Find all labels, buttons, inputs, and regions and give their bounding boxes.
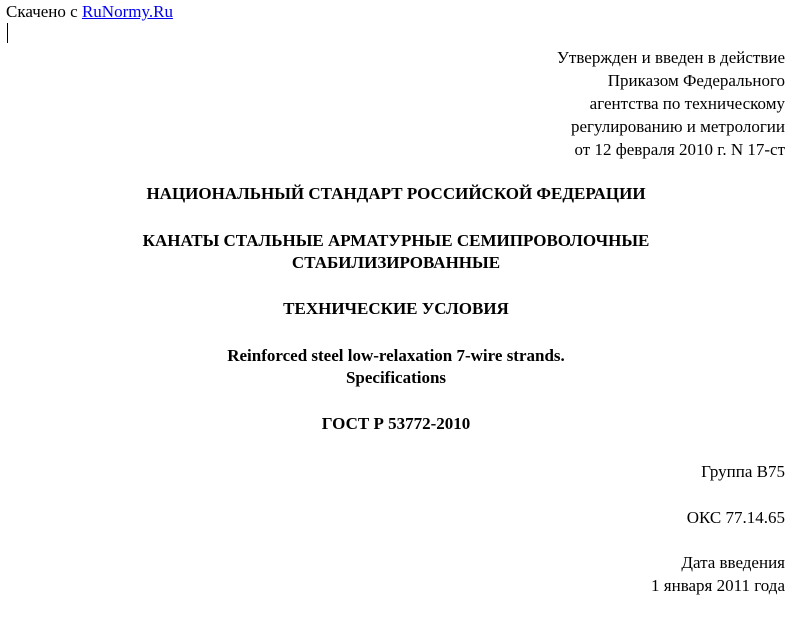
approval-line: Утвержден и введен в действие [556,48,785,67]
title-ru-line-1: КАНАТЫ СТАЛЬНЫЕ АРМАТУРНЫЕ СЕМИПРОВОЛОЧНЫЕ [142,231,650,250]
oks-code: ОКС 77.14.65 [686,508,785,527]
technical-conditions-heading: ТЕХНИЧЕСКИЕ УСЛОВИЯ [283,299,509,318]
downloaded-prefix: Скачено с [6,2,78,21]
runormy-link[interactable]: RuNormy.Ru [81,2,173,21]
document-title-en [0,345,792,389]
title-ru-line-2: СТАБИЛИЗИРОВАННЫЕ [291,253,501,272]
approval-line: регулированию и метрологии [570,117,785,136]
title-en-line-2: Specifications [345,368,447,387]
approval-line: Приказом Федерального [607,71,785,90]
gost-number: ГОСТ Р 53772-2010 [321,414,471,433]
title-en-line-1: Reinforced steel low-relaxation 7-wire strands. [227,346,565,365]
introduction-date-block [651,551,785,597]
approval-line: агентства по техническому [589,94,785,113]
approval-line: от 12 февраля 2010 г. N 17-ст [574,140,785,159]
approval-block [557,46,785,161]
group-code: Группа В75 [701,462,785,481]
introduction-date-label: Дата введения [681,553,785,572]
introduction-date-value: 1 января 2011 года [651,576,785,595]
document-title-ru [0,230,792,274]
text-cursor [7,23,8,43]
national-standard-heading: НАЦИОНАЛЬНЫЙ СТАНДАРТ РОССИЙСКОЙ ФЕДЕРАЦИИ [146,184,646,203]
downloaded-from-line [6,2,173,22]
